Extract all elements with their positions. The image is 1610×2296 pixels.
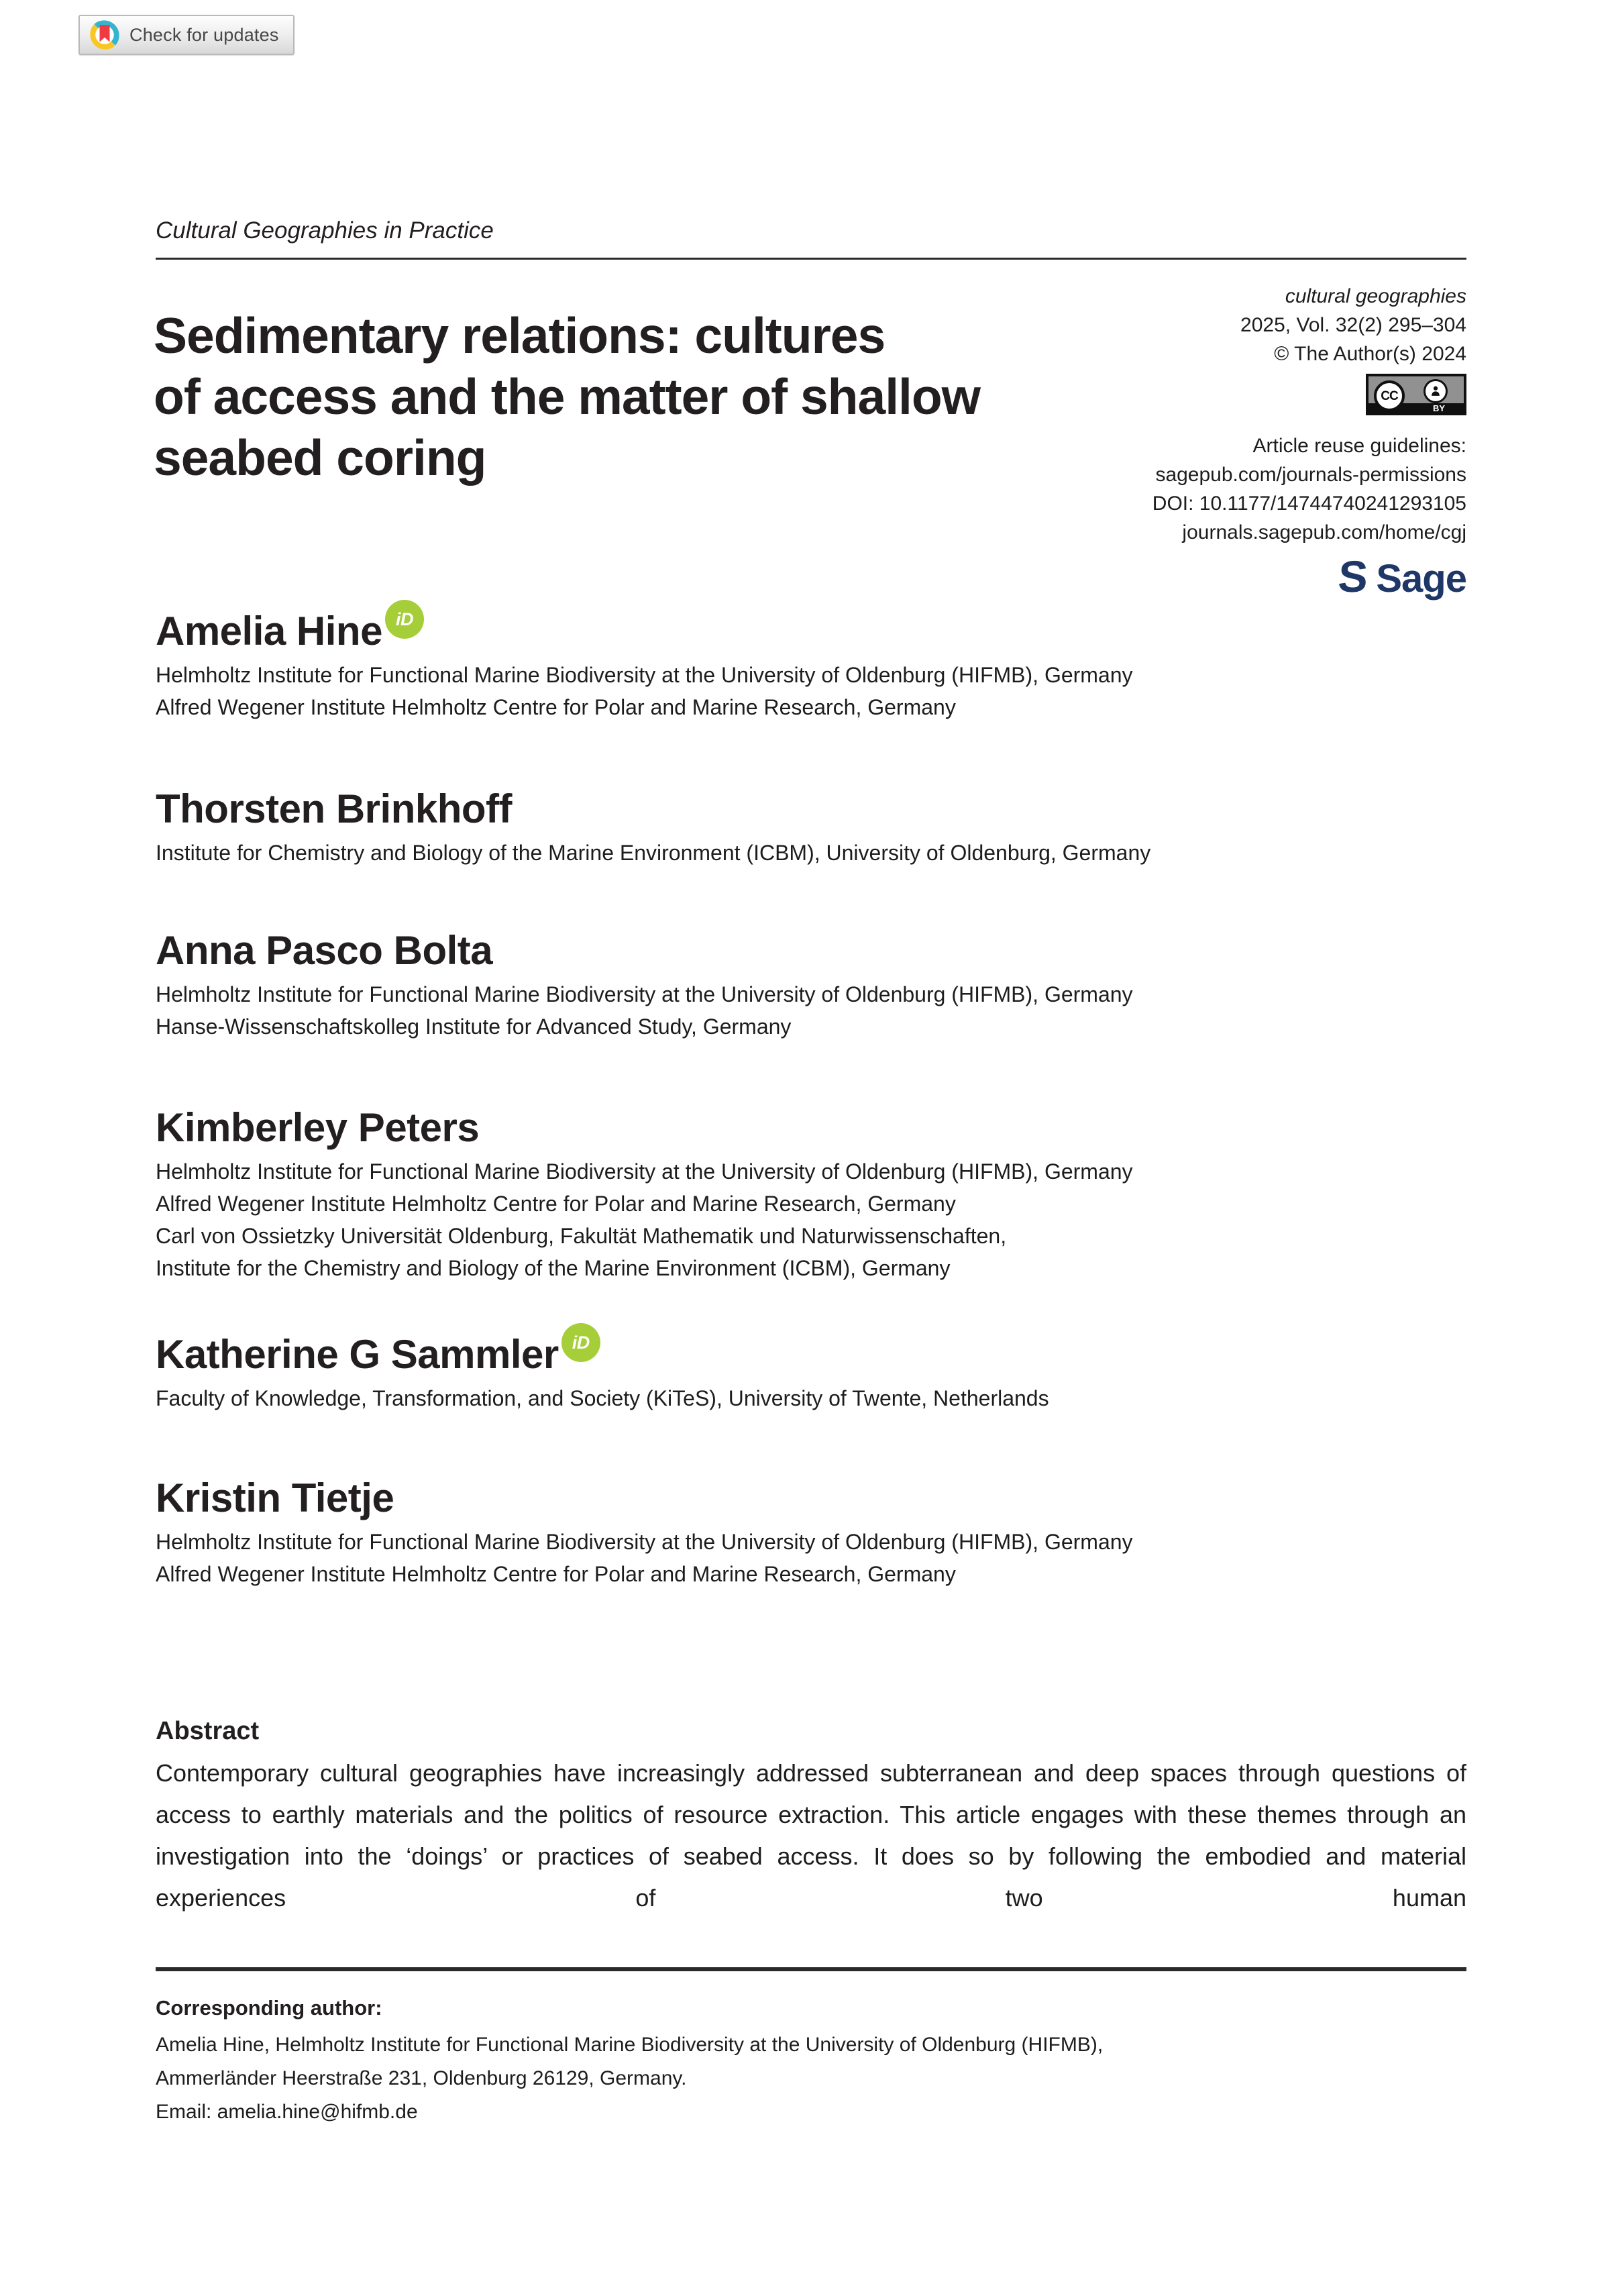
- corresponding-author-line: Amelia Hine, Helmholtz Institute for Functional Marine Biodiversity at the University of Oldenburg (HIFMB),: [156, 2034, 1104, 2056]
- author-name: [156, 1476, 1466, 1520]
- sage-wordmark: Sage: [1376, 557, 1466, 601]
- author-name-text: Kristin Tietje: [156, 1475, 394, 1520]
- header-rule: [156, 258, 1466, 260]
- doi-line: DOI: 10.1177/14744740241293105: [1152, 492, 1466, 515]
- author-name-text: Katherine G Sammler: [156, 1332, 559, 1377]
- author-name: [156, 787, 1466, 831]
- orcid-icon[interactable]: iD: [561, 1323, 600, 1362]
- author-block-thorsten-brinkhoff: [156, 787, 1466, 869]
- journal-meta-block: [863, 282, 1466, 599]
- cc-by-label: BY: [1432, 403, 1445, 413]
- author-name: [156, 929, 1466, 973]
- check-for-updates-button[interactable]: [78, 15, 294, 55]
- abstract-text: Contemporary cultural geographies have increasingly addressed subterranean and deep spaces through questions of access to earthly materials and the politics of resource extraction. This article engages with these themes through an investigation into the ‘doings’ or practices of seabed access. It does so by following the embodied and material experiences of two human: [156, 1759, 1466, 1912]
- crossmark-logo-icon: [89, 19, 120, 50]
- author-affiliation: Helmholtz Institute for Functional Marine Biodiversity at the University of Oldenburg (HIFMB), Germany: [156, 663, 1133, 687]
- author-affiliation: Alfred Wegener Institute Helmholtz Centre for Polar and Marine Research, Germany: [156, 1192, 956, 1216]
- author-name: [156, 609, 1466, 654]
- author-block-kimberley-peters: [156, 1106, 1466, 1284]
- copyright-line: © The Author(s) 2024: [1274, 343, 1466, 365]
- author-name-text: Kimberley Peters: [156, 1105, 480, 1150]
- sage-logo: [863, 552, 1466, 601]
- author-affiliation: Helmholtz Institute for Functional Marine Biodiversity at the University of Oldenburg (HIFMB), Germany: [156, 982, 1133, 1006]
- check-for-updates-label: Check for updates: [129, 24, 279, 45]
- corresponding-author-heading: Corresponding author:: [156, 1996, 382, 2020]
- corresponding-author-email: Email: amelia.hine@hifmb.de: [156, 2101, 418, 2123]
- author-affiliation: Hanse-Wissenschaftskolleg Institute for Advanced Study, Germany: [156, 1014, 792, 1039]
- corresponding-author-block: [156, 1994, 1466, 2129]
- author-name-text: Thorsten Brinkhoff: [156, 786, 512, 831]
- author-affiliation: Faculty of Knowledge, Transformation, and Society (KiTeS), University of Twente, Netherlands: [156, 1386, 1049, 1410]
- journal-section-title: Cultural Geographies in Practice: [156, 217, 494, 244]
- orcid-icon[interactable]: iD: [385, 600, 424, 639]
- permissions-url: sagepub.com/journals-permissions: [1155, 464, 1466, 486]
- author-block-anna-pasco-bolta: [156, 929, 1466, 1043]
- footer-rule: [156, 1967, 1466, 1971]
- author-affiliation: Carl von Ossietzky Universität Oldenburg, Fakultät Mathematik und Naturwissenschaften,: [156, 1224, 1007, 1248]
- abstract-heading: Abstract: [156, 1717, 260, 1745]
- author-name: [156, 1106, 1466, 1150]
- author-affiliation: Alfred Wegener Institute Helmholtz Centre for Polar and Marine Research, Germany: [156, 695, 956, 719]
- abstract-section: [156, 1716, 1466, 1919]
- author-block-amelia-hine: [156, 609, 1466, 723]
- attribution-person-icon: [1424, 379, 1448, 403]
- reuse-guidelines-label: Article reuse guidelines:: [1252, 435, 1466, 457]
- journal-name: cultural geographies: [1285, 285, 1466, 307]
- sage-s-glyph-icon: S: [1336, 552, 1370, 601]
- author-affiliation: Alfred Wegener Institute Helmholtz Centre for Polar and Marine Research, Germany: [156, 1562, 956, 1586]
- author-block-kristin-tietje: [156, 1476, 1466, 1590]
- author-name: [156, 1333, 1466, 1377]
- cc-icon: CC: [1374, 380, 1405, 411]
- article-title-line-1: Sedimentary relations: cultures: [154, 307, 885, 364]
- author-affiliation: Institute for Chemistry and Biology of the Marine Environment (ICBM), University of Oldenburg, Germany: [156, 841, 1151, 865]
- journal-citation: 2025, Vol. 32(2) 295–304: [1240, 314, 1466, 336]
- author-affiliation: Helmholtz Institute for Functional Marine Biodiversity at the University of Oldenburg (HIFMB), Germany: [156, 1530, 1133, 1554]
- author-affiliation: Institute for the Chemistry and Biology of the Marine Environment (ICBM), Germany: [156, 1256, 951, 1280]
- author-block-katherine-g-sammler: [156, 1333, 1466, 1414]
- author-name-text: Amelia Hine: [156, 609, 382, 654]
- cc-by-license-badge[interactable]: [1366, 374, 1466, 415]
- article-title-line-2: of access and the matter of shallow: [154, 368, 981, 425]
- journal-home-url: journals.sagepub.com/home/cgj: [1182, 521, 1466, 543]
- author-affiliation: Helmholtz Institute for Functional Marine Biodiversity at the University of Oldenburg (HIFMB), Germany: [156, 1159, 1133, 1184]
- article-title-line-3: seabed coring: [154, 429, 486, 486]
- author-name-text: Anna Pasco Bolta: [156, 928, 493, 973]
- corresponding-author-line: Ammerländer Heerstraße 231, Oldenburg 26129, Germany.: [156, 2067, 687, 2089]
